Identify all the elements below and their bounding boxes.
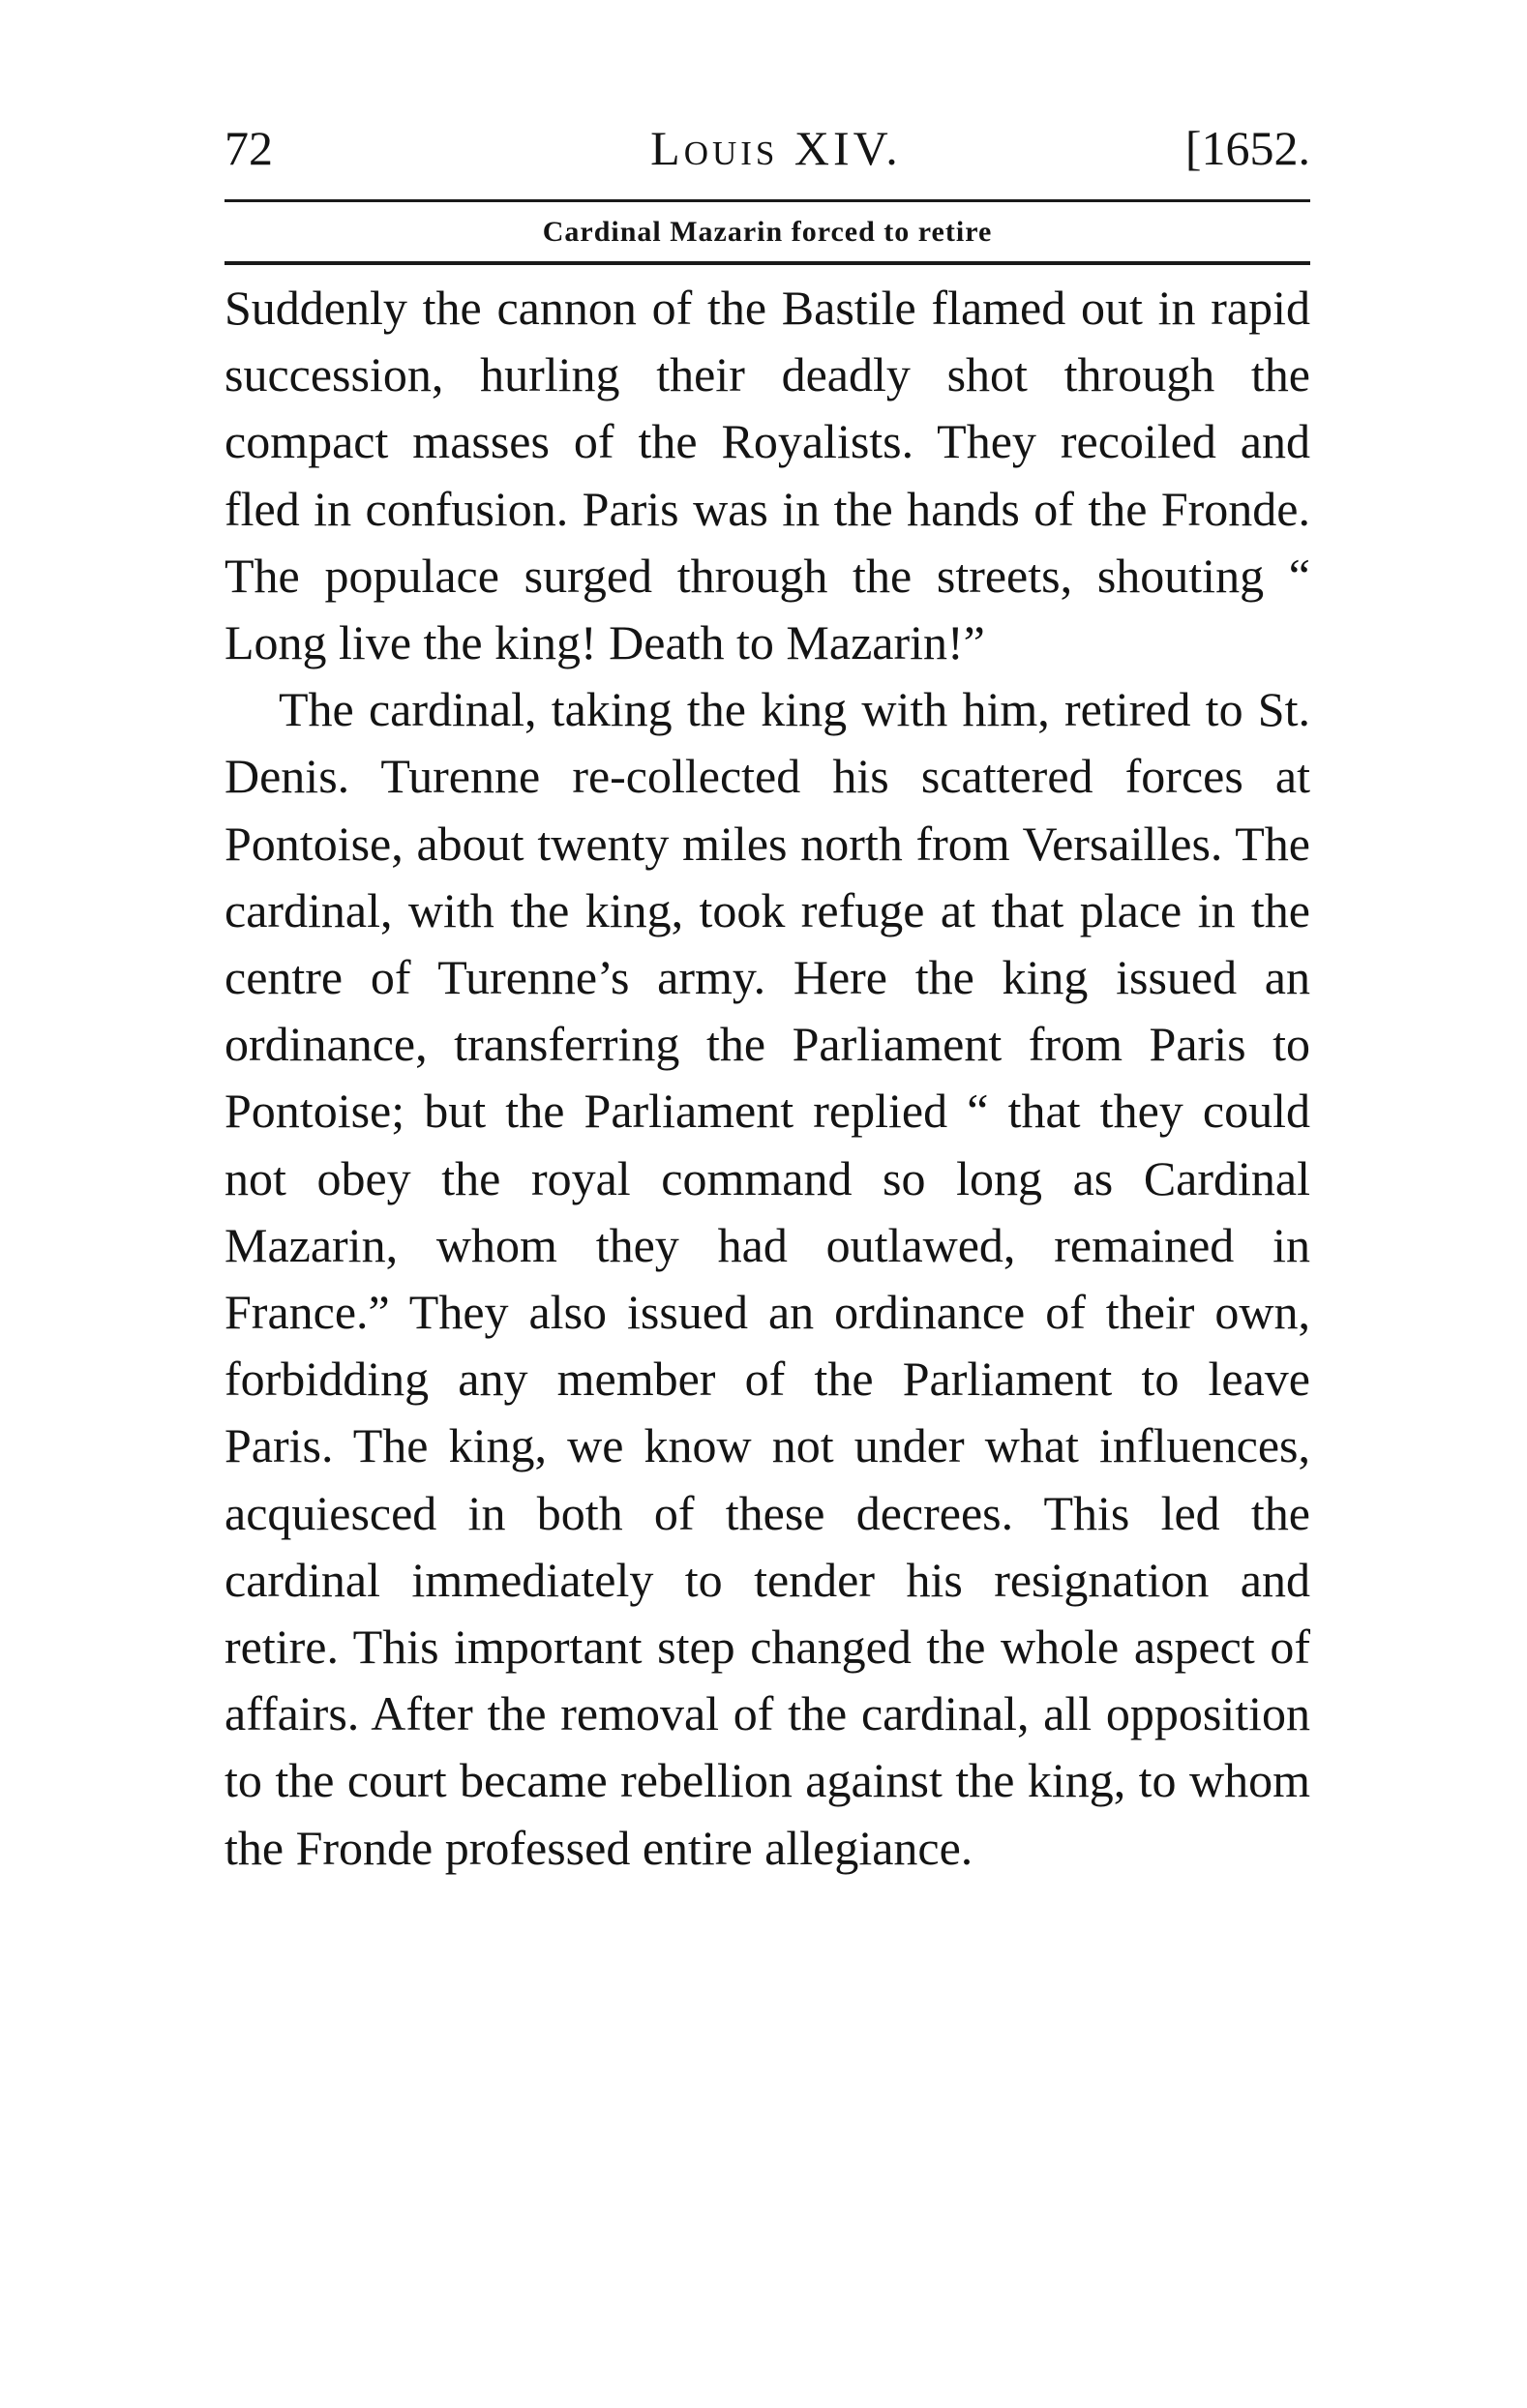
header-rule-top xyxy=(225,199,1310,202)
page-subheading: Cardinal Mazarin forced to retire xyxy=(542,216,993,248)
page-number: 72 xyxy=(225,121,273,175)
header-rule-bottom xyxy=(225,261,1310,265)
year-marker: [1652. xyxy=(1184,121,1310,175)
running-header xyxy=(225,114,1310,182)
book-title: Louis XIV. xyxy=(650,121,902,175)
body-text xyxy=(225,275,1310,1882)
paragraph-1: Suddenly the cannon of the Bastile flamed out in rapid succession, hurling their deadly shot through the compact masses of the Royalists. They recoiled and fled in confusion. Paris was in the hands of the Fronde. The populace surged through the streets, shouting “ Long live the king! Death to Mazarin!” xyxy=(225,281,1310,670)
paragraph-2: The cardinal, taking the king with him, retired to St. Denis. Turenne re-collected his scattered forces at Pontoise, about twenty miles north from Versailles. The cardinal, with the king, took refuge at that place in the centre of Turenne’s army. Here the king issued an ordinance, transferring the Parliament from Paris to Pontoise; but the Parliament replied “ that they could not obey the royal command so long as Cardinal Mazarin, whom they had outlawed, remained in France.” They also issued an ordinance of their own, forbidding any member of the Parliament to leave Paris. The king, we know not under what influences, acquiesced in both of these decrees. This led the cardinal immediately to tender his resignation and retire. This important step changed the whole aspect of affairs. After the removal of the cardinal, all opposition to the court became rebellion against the king, to whom the Fronde professed entire allegiance. xyxy=(225,682,1310,1875)
